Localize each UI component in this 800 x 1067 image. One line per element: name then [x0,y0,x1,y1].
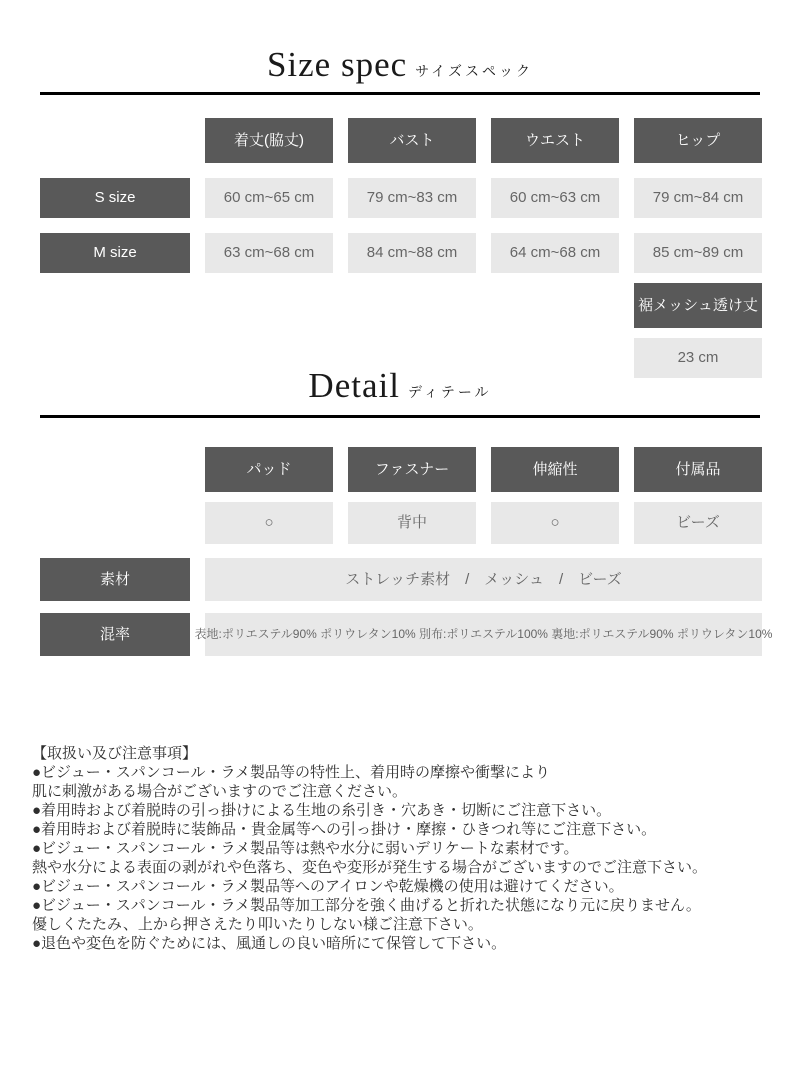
detail-value-accessory: ビーズ [634,502,762,544]
composition-value: 表地:ポリエステル90% ポリウレタン10% 別布:ポリエステル100% 裏地:ポリエステル90% ポリウレタン10% [205,613,762,656]
size-spec-title-en: Size spec [266,45,408,84]
size-row-m [40,233,762,273]
size-m-length: 63 cm~68 cm [205,233,333,273]
size-col-header-bust: バスト [348,118,476,163]
size-m-waist: 64 cm~68 cm [491,233,619,273]
size-col-header-hip: ヒップ [634,118,762,163]
care-note-line: 優しくたたみ、上から押さえたり叩いたりしない様ご注意下さい。 [32,916,483,933]
care-note-line: ●ビジュー・スパンコール・ラメ製品等の特性上、着用時の摩擦や衝撃により [32,764,551,781]
hem-mesh-value: 23 cm [634,338,762,378]
detail-value-pad: ○ [205,502,333,544]
care-note-line: ●着用時および着脱時に装飾品・貴金属等への引っ掛け・摩擦・ひきつれ等にご注意下さい。 [32,821,657,838]
detail-col-header-fastener: ファスナー [348,447,476,492]
detail-value-fastener: 背中 [348,502,476,544]
size-m-bust: 84 cm~88 cm [348,233,476,273]
care-note-line: ●ビジュー・スパンコール・ラメ製品等加工部分を強く曲げると折れた状態になり元に戻りません。 [32,897,701,914]
care-notes-heading: 【取扱い及び注意事項】 [32,745,198,762]
size-spec-title-ja: サイズスペック [415,65,534,80]
size-s-bust: 79 cm~83 cm [348,178,476,218]
composition-label: 混率 [40,613,190,656]
detail-title [0,366,800,406]
care-note-line: 肌に刺激がある場合がございますのでご注意ください。 [32,783,408,800]
care-note-line: ●着用時および着脱時の引っ掛けによる生地の糸引き・穴あき・切断にご注意下さい。 [32,802,612,819]
detail-title-en: Detail [308,366,400,405]
care-notes [32,744,777,953]
detail-col-header-accessory: 付属品 [634,447,762,492]
detail-col-header-stretch: 伸縮性 [491,447,619,492]
composition-row [40,613,773,656]
size-spec-title [0,45,800,85]
detail-values-row [205,502,762,544]
size-s-waist: 60 cm~63 cm [491,178,619,218]
care-note-line: 熱や水分による表面の剥がれや色落ち、変色や変形が発生する場合がございますのでご注意下さい。 [32,859,708,876]
hem-mesh-header: 裾メッシュ透け丈 [634,283,762,328]
size-col-header-length: 着丈(脇丈) [205,118,333,163]
size-s-length: 60 cm~65 cm [205,178,333,218]
size-row-s [40,178,762,218]
care-note-line: ●ビジュー・スパンコール・ラメ製品等は熱や水分に弱いデリケートな素材です。 [32,840,579,857]
material-label: 素材 [40,558,190,601]
size-col-header-waist: ウエスト [491,118,619,163]
hem-mesh-header-row [634,283,762,328]
size-row-label-s: S size [40,178,190,218]
size-row-label-m: M size [40,233,190,273]
detail-header-row [205,447,762,492]
detail-divider [40,415,760,418]
size-table-header-row [205,118,762,163]
care-note-line: ●ビジュー・スパンコール・ラメ製品等へのアイロンや乾燥機の使用は避けてください。 [32,878,624,895]
detail-value-stretch: ○ [491,502,619,544]
care-note-line: ●退色や変色を防ぐためには、風通しの良い暗所にて保管して下さい。 [32,935,507,952]
material-value: ストレッチ素材 / メッシュ / ビーズ [205,558,762,601]
detail-col-header-pad: パッド [205,447,333,492]
detail-title-ja: ディテール [407,386,492,401]
size-m-hip: 85 cm~89 cm [634,233,762,273]
size-spec-divider [40,92,760,95]
size-s-hip: 79 cm~84 cm [634,178,762,218]
material-row [40,558,762,601]
